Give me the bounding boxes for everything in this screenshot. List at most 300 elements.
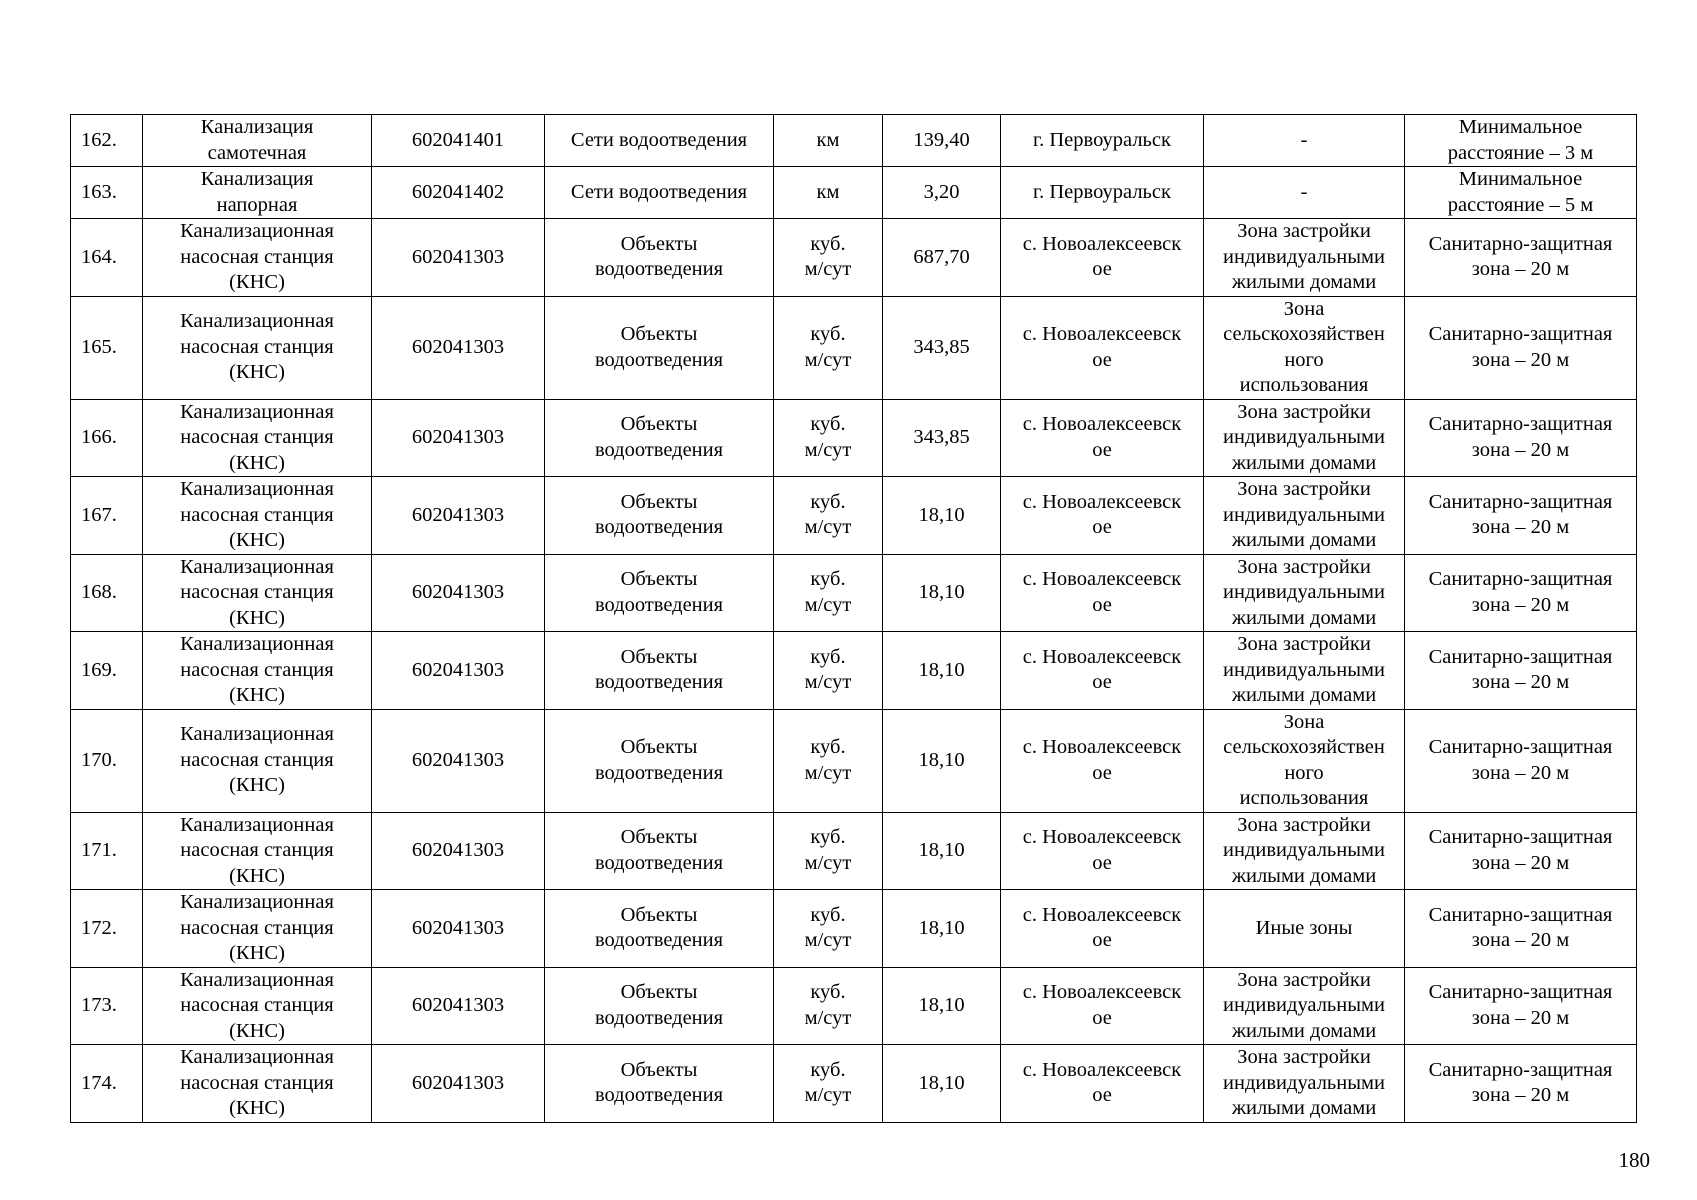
row-number-cell: 172. [71, 890, 143, 968]
unit-cell [774, 967, 883, 1045]
cell-line: Объекты [620, 323, 698, 345]
cell-line: напорная [216, 193, 298, 216]
cell-line: куб. [810, 568, 846, 591]
cell-line: с. Новоалексеевск [1022, 568, 1182, 591]
cell-line: насосная станция [180, 335, 334, 358]
cell-line: использования [1239, 374, 1369, 396]
cell-line: Объекты [620, 903, 698, 926]
cell-line: с. Новоалексеевск [1022, 903, 1182, 926]
cell-line: самотечная [207, 141, 307, 164]
restriction-cell [1405, 890, 1637, 968]
cell-line: Санитарно-защитная [1428, 232, 1613, 255]
value-cell: 343,85 [883, 399, 1001, 477]
cell-line: Объекты [620, 1058, 698, 1081]
value-cell: 18,10 [883, 709, 1001, 812]
unit-cell [774, 709, 883, 812]
table-row [71, 399, 1637, 477]
object-code-cell: 602041402 [372, 167, 545, 219]
unit-cell [774, 632, 883, 710]
object-code-cell: 602041303 [372, 632, 545, 710]
value-cell: 18,10 [883, 554, 1001, 632]
cell-line: куб. [810, 413, 846, 436]
cell-line: Канализационная [180, 1046, 334, 1068]
zone-cell [1204, 967, 1405, 1045]
cell-line: Зона [1283, 297, 1325, 320]
cell-line: Сети водоотведения [570, 128, 748, 151]
cell-line: куб. [810, 490, 846, 513]
cell-line: куб. [810, 645, 846, 668]
cell-line: с. Новоалексеевск [1022, 323, 1182, 345]
cell-line: Канализация [200, 116, 314, 138]
cell-line: м/сут [804, 258, 852, 281]
cell-line: Канализационная [180, 633, 334, 655]
object-type-cell [545, 296, 774, 399]
table-row [71, 219, 1637, 297]
object-code-cell: 602041303 [372, 967, 545, 1045]
cell-line: Канализационная [180, 555, 334, 578]
cell-line: (КНС) [229, 684, 285, 706]
cell-line: Зона застройки [1237, 633, 1371, 655]
restriction-cell [1405, 115, 1637, 167]
restriction-cell [1405, 632, 1637, 710]
restriction-cell [1405, 812, 1637, 890]
object-type-cell [545, 632, 774, 710]
cell-line: Санитарно-защитная [1428, 1058, 1613, 1081]
zone-cell [1204, 812, 1405, 890]
table-body [71, 115, 1637, 1123]
object-type-cell [545, 967, 774, 1045]
object-code-cell: 602041303 [372, 296, 545, 399]
cell-line: м/сут [804, 671, 852, 694]
cell-line: зона – 20 м [1471, 761, 1570, 784]
cell-line: Сети водоотведения [570, 180, 748, 203]
cell-line: - [1300, 128, 1308, 151]
object-name-cell [143, 1045, 372, 1123]
zone-cell [1204, 296, 1405, 399]
cell-line: водоотведения [594, 851, 724, 874]
value-cell: 18,10 [883, 1045, 1001, 1123]
row-number-cell: 169. [71, 632, 143, 710]
row-number-cell: 165. [71, 296, 143, 399]
zone-cell [1204, 1045, 1405, 1123]
cell-line: м/сут [804, 761, 852, 784]
unit-cell [774, 167, 883, 219]
cell-line: зона – 20 м [1471, 516, 1570, 539]
object-name-cell [143, 554, 372, 632]
cell-line: зона – 20 м [1471, 1084, 1570, 1107]
cell-line: Санитарно-защитная [1428, 903, 1613, 926]
row-number-cell: 173. [71, 967, 143, 1045]
restriction-cell [1405, 1045, 1637, 1123]
cell-line: Объекты [620, 232, 698, 255]
object-code-cell: 602041303 [372, 812, 545, 890]
object-type-cell [545, 115, 774, 167]
cell-line: зона – 20 м [1471, 258, 1570, 281]
cell-line: жилыми домами [1231, 451, 1377, 474]
cell-line: насосная станция [180, 748, 334, 771]
cell-line: Санитарно-защитная [1428, 568, 1613, 591]
cell-line: жилыми домами [1231, 1019, 1377, 1042]
cell-line: Минимальное [1458, 116, 1583, 138]
location-cell [1001, 219, 1204, 297]
object-code-cell: 602041303 [372, 477, 545, 555]
cell-line: расстояние – 5 м [1447, 193, 1594, 216]
unit-cell [774, 477, 883, 555]
object-name-cell [143, 296, 372, 399]
cell-line: Зона застройки [1237, 478, 1371, 500]
value-cell: 18,10 [883, 967, 1001, 1045]
cell-line: водоотведения [594, 258, 724, 281]
restriction-cell [1405, 554, 1637, 632]
table-row [71, 554, 1637, 632]
cell-line: насосная станция [180, 503, 334, 526]
zone-cell [1204, 632, 1405, 710]
location-cell [1001, 890, 1204, 968]
cell-line: индивидуальными [1223, 658, 1385, 681]
cell-line: ое [1092, 929, 1112, 952]
cell-line: индивидуальными [1223, 581, 1385, 603]
object-type-cell [545, 219, 774, 297]
object-type-cell [545, 554, 774, 632]
cell-line: ое [1092, 1006, 1112, 1029]
objects-table [70, 114, 1637, 1123]
value-cell: 3,20 [883, 167, 1001, 219]
cell-line: водоотведения [594, 438, 724, 461]
value-cell: 687,70 [883, 219, 1001, 297]
cell-line: насосная станция [180, 839, 334, 861]
cell-line: м/сут [804, 1006, 852, 1029]
cell-line: Канализационная [180, 478, 334, 500]
cell-line: Канализационная [180, 968, 334, 991]
cell-line: Канализационная [180, 220, 334, 242]
cell-line: Объекты [620, 568, 698, 591]
row-number-cell: 167. [71, 477, 143, 555]
value-cell: 139,40 [883, 115, 1001, 167]
cell-line: ного [1284, 348, 1324, 371]
cell-line: зона – 20 м [1471, 348, 1570, 371]
cell-line: м/сут [804, 851, 852, 874]
cell-line: насосная станция [180, 994, 334, 1016]
table-row [71, 812, 1637, 890]
cell-line: куб. [810, 826, 846, 849]
row-number-cell: 170. [71, 709, 143, 812]
cell-line: куб. [810, 1058, 846, 1081]
cell-line: водоотведения [594, 929, 724, 952]
cell-line: ое [1092, 258, 1112, 281]
location-cell [1001, 167, 1204, 219]
page-number: 180 [1618, 1148, 1650, 1172]
cell-line: ое [1092, 516, 1112, 539]
cell-line: Зона застройки [1237, 813, 1371, 836]
restriction-cell [1405, 219, 1637, 297]
cell-line: (КНС) [229, 1097, 285, 1119]
cell-line: (КНС) [229, 361, 285, 384]
cell-line: ое [1092, 761, 1112, 784]
cell-line: Зона застройки [1237, 400, 1371, 423]
zone-cell [1204, 167, 1405, 219]
object-code-cell: 602041303 [372, 709, 545, 812]
row-number-cell: 164. [71, 219, 143, 297]
cell-line: км [816, 180, 840, 203]
cell-line: с. Новоалексеевск [1022, 826, 1182, 849]
object-name-cell [143, 709, 372, 812]
cell-line: водоотведения [594, 593, 724, 616]
location-cell [1001, 399, 1204, 477]
object-name-cell [143, 219, 372, 297]
unit-cell [774, 115, 883, 167]
cell-line: Санитарно-защитная [1428, 645, 1613, 668]
table-row [71, 632, 1637, 710]
cell-line: жилыми домами [1231, 864, 1377, 887]
cell-line: насосная станция [180, 1071, 334, 1094]
cell-line: зона – 20 м [1471, 438, 1570, 461]
cell-line: ое [1092, 438, 1112, 461]
object-type-cell [545, 890, 774, 968]
cell-line: водоотведения [594, 1006, 724, 1029]
cell-line: м/сут [804, 593, 852, 616]
table-row [71, 967, 1637, 1045]
table-row [71, 890, 1637, 968]
cell-line: (КНС) [229, 451, 285, 474]
cell-line: (КНС) [229, 271, 285, 293]
table-row [71, 1045, 1637, 1123]
cell-line: Объекты [620, 826, 698, 849]
cell-line: жилыми домами [1231, 271, 1377, 293]
zone-cell [1204, 115, 1405, 167]
cell-line: жилыми домами [1231, 529, 1377, 551]
zone-cell [1204, 219, 1405, 297]
value-cell: 18,10 [883, 477, 1001, 555]
cell-line: (КНС) [229, 606, 285, 629]
location-cell [1001, 1045, 1204, 1123]
cell-line: индивидуальными [1223, 994, 1385, 1016]
object-code-cell: 602041303 [372, 219, 545, 297]
location-cell [1001, 554, 1204, 632]
cell-line: г. Первоуральск [1033, 128, 1171, 151]
cell-line: Зона застройки [1237, 1046, 1371, 1068]
row-number-cell: 163. [71, 167, 143, 219]
cell-line: Канализация [200, 168, 314, 190]
cell-line: ое [1092, 1084, 1112, 1107]
restriction-cell [1405, 709, 1637, 812]
cell-line: жилыми домами [1231, 684, 1377, 706]
cell-line: м/сут [804, 929, 852, 952]
location-cell [1001, 632, 1204, 710]
object-name-cell [143, 477, 372, 555]
object-type-cell [545, 477, 774, 555]
cell-line: расстояние – 3 м [1447, 141, 1594, 164]
cell-line: индивидуальными [1223, 839, 1385, 861]
cell-line: Канализационная [180, 813, 334, 836]
cell-line: Зона застройки [1237, 555, 1371, 578]
cell-line: с. Новоалексеевск [1022, 490, 1182, 513]
object-code-cell: 602041303 [372, 554, 545, 632]
cell-line: Объекты [620, 981, 698, 1004]
cell-line: км [816, 128, 840, 151]
cell-line: насосная станция [180, 581, 334, 603]
unit-cell [774, 890, 883, 968]
cell-line: Канализационная [180, 400, 334, 423]
cell-line: жилыми домами [1231, 1097, 1377, 1119]
cell-line: м/сут [804, 516, 852, 539]
cell-line: (КНС) [229, 1019, 285, 1042]
cell-line: Объекты [620, 736, 698, 758]
location-cell [1001, 115, 1204, 167]
cell-line: Санитарно-защитная [1428, 826, 1613, 849]
unit-cell [774, 399, 883, 477]
value-cell: 18,10 [883, 632, 1001, 710]
cell-line: индивидуальными [1223, 1071, 1385, 1094]
row-number-cell: 174. [71, 1045, 143, 1123]
cell-line: Канализационная [180, 723, 334, 746]
object-name-cell [143, 115, 372, 167]
table-row [71, 477, 1637, 555]
unit-cell [774, 296, 883, 399]
row-number-cell: 171. [71, 812, 143, 890]
cell-line: (КНС) [229, 864, 285, 887]
cell-line: Зона [1283, 710, 1325, 733]
unit-cell [774, 1045, 883, 1123]
cell-line: Санитарно-защитная [1428, 981, 1613, 1004]
cell-line: м/сут [804, 438, 852, 461]
object-name-cell [143, 399, 372, 477]
row-number-cell: 162. [71, 115, 143, 167]
object-name-cell [143, 632, 372, 710]
cell-line: ое [1092, 348, 1112, 371]
cell-line: г. Первоуральск [1033, 180, 1171, 203]
cell-line: насосная станция [180, 916, 334, 939]
value-cell: 18,10 [883, 890, 1001, 968]
restriction-cell [1405, 167, 1637, 219]
unit-cell [774, 554, 883, 632]
location-cell [1001, 709, 1204, 812]
cell-line: водоотведения [594, 671, 724, 694]
table-row [71, 296, 1637, 399]
cell-line: насосная станция [180, 426, 334, 448]
cell-line: Канализационная [180, 310, 334, 333]
cell-line: Санитарно-защитная [1428, 323, 1613, 345]
object-type-cell [545, 709, 774, 812]
cell-line: Зона застройки [1237, 220, 1371, 242]
cell-line: индивидуальными [1223, 245, 1385, 268]
cell-line: индивидуальными [1223, 426, 1385, 448]
cell-line: насосная станция [180, 658, 334, 681]
cell-line: зона – 20 м [1471, 929, 1570, 952]
cell-line: м/сут [804, 1084, 852, 1107]
cell-line: зона – 20 м [1471, 1006, 1570, 1029]
cell-line: куб. [810, 981, 846, 1004]
cell-line: зона – 20 м [1471, 671, 1570, 694]
cell-line: м/сут [804, 348, 852, 371]
cell-line: зона – 20 м [1471, 851, 1570, 874]
restriction-cell [1405, 967, 1637, 1045]
object-code-cell: 602041401 [372, 115, 545, 167]
object-type-cell [545, 399, 774, 477]
zone-cell [1204, 709, 1405, 812]
value-cell: 18,10 [883, 812, 1001, 890]
object-type-cell [545, 167, 774, 219]
restriction-cell [1405, 399, 1637, 477]
cell-line: (КНС) [229, 529, 285, 551]
cell-line: ое [1092, 593, 1112, 616]
cell-line: Объекты [620, 645, 698, 668]
cell-line: зона – 20 м [1471, 593, 1570, 616]
zone-cell [1204, 890, 1405, 968]
cell-line: Объекты [620, 413, 698, 436]
value-cell: 343,85 [883, 296, 1001, 399]
cell-line: Объекты [620, 490, 698, 513]
cell-line: с. Новоалексеевск [1022, 1058, 1182, 1081]
unit-cell [774, 812, 883, 890]
cell-line: сельскохозяйствен [1223, 736, 1385, 758]
location-cell [1001, 967, 1204, 1045]
cell-line: (КНС) [229, 942, 285, 964]
row-number-cell: 168. [71, 554, 143, 632]
object-code-cell: 602041303 [372, 399, 545, 477]
cell-line: Минимальное [1458, 168, 1583, 190]
cell-line: использования [1239, 787, 1369, 809]
zone-cell [1204, 477, 1405, 555]
table-row [71, 709, 1637, 812]
cell-line: куб. [810, 232, 846, 255]
cell-line: (КНС) [229, 774, 285, 797]
cell-line: с. Новоалексеевск [1022, 645, 1182, 668]
zone-cell [1204, 554, 1405, 632]
location-cell [1001, 812, 1204, 890]
unit-cell [774, 219, 883, 297]
cell-line: жилыми домами [1231, 606, 1377, 629]
cell-line: Зона застройки [1237, 968, 1371, 991]
object-name-cell [143, 812, 372, 890]
location-cell [1001, 477, 1204, 555]
cell-line: с. Новоалексеевск [1022, 736, 1182, 758]
object-name-cell [143, 167, 372, 219]
location-cell [1001, 296, 1204, 399]
object-type-cell [545, 812, 774, 890]
cell-line: с. Новоалексеевск [1022, 413, 1182, 436]
table-row [71, 167, 1637, 219]
cell-line: ое [1092, 671, 1112, 694]
object-code-cell: 602041303 [372, 890, 545, 968]
object-name-cell [143, 890, 372, 968]
cell-line: с. Новоалексеевск [1022, 232, 1182, 255]
cell-line: водоотведения [594, 516, 724, 539]
object-code-cell: 602041303 [372, 1045, 545, 1123]
cell-line: Канализационная [180, 891, 334, 913]
cell-line: индивидуальными [1223, 503, 1385, 526]
row-number-cell: 166. [71, 399, 143, 477]
cell-line: водоотведения [594, 761, 724, 784]
restriction-cell [1405, 477, 1637, 555]
cell-line: сельскохозяйствен [1223, 323, 1385, 345]
cell-line: куб. [810, 903, 846, 926]
restriction-cell [1405, 296, 1637, 399]
cell-line: Санитарно-защитная [1428, 490, 1613, 513]
cell-line: куб. [810, 736, 846, 758]
cell-line: с. Новоалексеевск [1022, 981, 1182, 1004]
cell-line: Санитарно-защитная [1428, 736, 1613, 758]
object-name-cell [143, 967, 372, 1045]
cell-line: водоотведения [594, 1084, 724, 1107]
cell-line: куб. [810, 323, 846, 345]
object-type-cell [545, 1045, 774, 1123]
cell-line: - [1300, 180, 1308, 203]
cell-line: ного [1284, 761, 1324, 784]
cell-line: насосная станция [180, 245, 334, 268]
cell-line: Иные зоны [1255, 916, 1353, 939]
cell-line: Санитарно-защитная [1428, 413, 1613, 436]
cell-line: ое [1092, 851, 1112, 874]
